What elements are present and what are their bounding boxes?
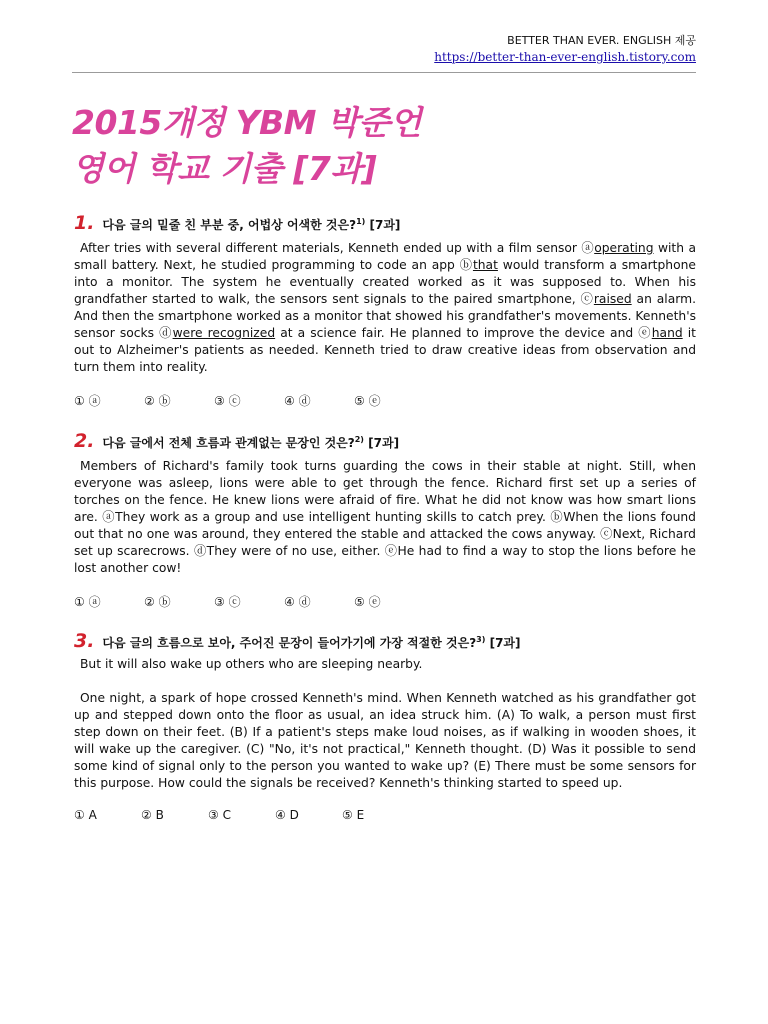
question-prompt: 다음 글에서 전체 흐름과 관계없는 문장인 것은?: [102, 436, 355, 450]
title-line-1: 2015개정 YBM 박준언: [72, 103, 422, 142]
choice-5[interactable]: ⑤ ⓔ: [354, 394, 381, 408]
passage: [74, 458, 696, 577]
given-sentence: But it will also wake up others who are sleeping nearby.: [80, 657, 423, 671]
passage-text: an alarm. And then the smartphone worked as a monitor that showed his grandfather's movements. Kenneth's sensor socks ⓓ: [74, 292, 696, 340]
choice-4[interactable]: ④ D: [275, 808, 299, 822]
choice-1[interactable]: ① ⓐ: [74, 394, 101, 408]
footnote-mark: 2): [354, 435, 364, 444]
passage-text: at a science fair. He planned to improve the device and ⓔ: [275, 326, 652, 340]
choice-2[interactable]: ② ⓑ: [144, 394, 171, 408]
question-number: 3.: [74, 630, 95, 652]
answer-choices: [74, 808, 696, 822]
passage: [74, 240, 696, 376]
lesson-tag: [7과]: [368, 436, 400, 450]
choice-5[interactable]: ⑤ ⓔ: [354, 595, 381, 609]
answer-choices: [74, 593, 696, 610]
credit-text: BETTER THAN EVER. ENGLISH 제공: [507, 34, 696, 47]
passage-text: Members of Richard's family took turns guarding the cows in their stable at night. Still, when everyone was asleep, lions were able to get through the fence. Richard first set up a series of torches on the fence. He knew lions were afraid of fire. What he did not know was how smart lions are. ⓐThey work as a group and use intelligent hunting skills to catch prey. ⓑWhen the lions found out that no one was around, they entered the stable and attacked the cows anyway. ⓒNext, Richard set up scarecrows. ⓓThey were of no use, either. ⓔHe had to find a way to stop the lions before he lost another cow!: [74, 459, 696, 575]
question-header: [74, 212, 696, 235]
blog-link[interactable]: https://better-than-ever-english.tistory.com: [434, 50, 696, 64]
question-number: 1.: [74, 212, 95, 234]
question-1: [74, 212, 696, 409]
underlined-option-b: that: [472, 258, 498, 272]
title-line-2: 영어 학교 기출 [7과]: [72, 149, 377, 188]
header-divider: [72, 72, 696, 73]
question-header: [74, 430, 696, 453]
underlined-option-c: raised: [593, 292, 632, 306]
choice-1[interactable]: ① A: [74, 808, 97, 822]
passage-text: After tries with several different materials, Kenneth ended up with a film sensor ⓐ: [80, 241, 595, 255]
page-title: [72, 100, 421, 192]
passage: [74, 690, 696, 792]
choice-4[interactable]: ④ ⓓ: [284, 394, 311, 408]
lesson-tag: [7과]: [489, 636, 521, 650]
question-prompt: 다음 글의 밑줄 친 부분 중, 어법상 어색한 것은?: [102, 218, 357, 232]
choice-1[interactable]: ① ⓐ: [74, 595, 101, 609]
footnote-mark: 1): [356, 217, 366, 226]
passage-text: would transform a smartphone into a monitor. The system he eventually created worked as it was supposed to. When his grandfather started to walk, the sensors sent signals to the paired smartphone, ⓒ: [74, 258, 696, 306]
question-prompt: 다음 글의 흐름으로 보아, 주어진 문장이 들어가기에 가장 적절한 것은?: [102, 636, 477, 650]
page-header: [434, 32, 696, 66]
choice-3[interactable]: ③ C: [208, 808, 231, 822]
choice-5[interactable]: ⑤ E: [342, 808, 365, 822]
lesson-tag: [7과]: [369, 218, 401, 232]
underlined-option-a: operating: [594, 241, 654, 255]
passage-text: One night, a spark of hope crossed Kenneth's mind. When Kenneth watched as his grandfather got up and stepped down onto the floor as usual, an idea struck him. (A) To walk, a person must first step down on their feet. (B) If a patient's steps make loud noises, as if walking in wooden shoes, it will wake up the caregiver. (C) "No, it's not practical," Kenneth thought. (D) Was it possible to send some kind of signal only to the person you wanted to wake up? (E) There must be some sensors for this purpose. How could the signals be received? Kenneth's thinking started to speed up.: [74, 691, 696, 790]
answer-choices: [74, 392, 696, 409]
question-2: [74, 430, 696, 610]
choice-4[interactable]: ④ ⓓ: [284, 595, 311, 609]
choice-3[interactable]: ③ ⓒ: [214, 394, 241, 408]
choice-3[interactable]: ③ ⓒ: [214, 595, 241, 609]
question-3: [74, 630, 696, 822]
passage-text: it out to Alzheimer's patients as needed. Kenneth tried to draw creative ideas from observation and turn them into reality.: [74, 326, 696, 374]
choice-2[interactable]: ② ⓑ: [144, 595, 171, 609]
choice-2[interactable]: ② B: [141, 808, 164, 822]
underlined-option-d: were recognized: [172, 326, 276, 340]
footnote-mark: 3): [476, 635, 486, 644]
passage-text: with a small battery. Next, he studied programming to code an app ⓑ: [74, 241, 696, 272]
question-number: 2.: [74, 430, 95, 452]
underlined-option-e: hand: [651, 326, 683, 340]
question-header: [74, 630, 696, 653]
